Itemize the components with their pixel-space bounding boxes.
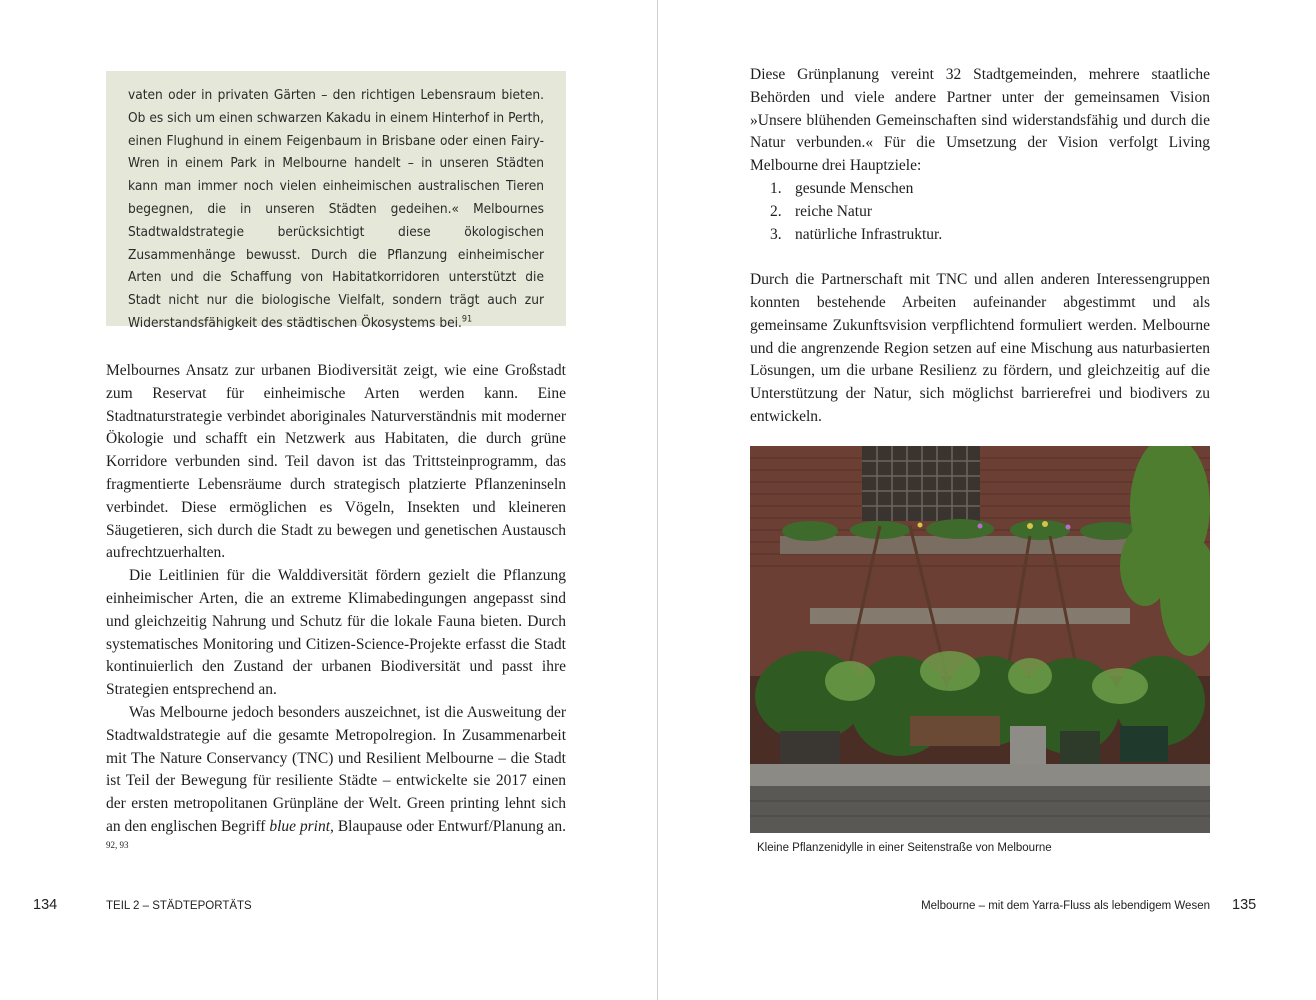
highlight-box — [106, 71, 566, 331]
image-caption: Kleine Pflanzenidylle in einer Seitenstraße von Melbourne — [757, 842, 1052, 854]
paragraph: Die Leitlinien für die Walddiversität fördern gezielt die Pflanzung einheimischer Arten, die an extreme Klimabedingungen angepasst sind und gleichzeitig Nahrung und Schutz für die lokale Fauna bieten. Durch systematisches Monitoring und Citizen-Science-Projekte erfasst die Stadt kontinuierlich den Zustand der urbanen Biodiversität und passt ihre Strategien entsprechend an. — [106, 567, 566, 699]
footnote-ref: 91 — [461, 314, 473, 325]
goals-list — [750, 178, 1210, 246]
list-item: 2. reiche Natur — [770, 202, 873, 220]
footnote-ref: 92, 93 — [106, 839, 129, 850]
body-text — [106, 360, 566, 862]
paragraph: Melbournes Ansatz zur urbanen Biodiversität zeigt, wie eine Großstadt zum Reservat für einheimische Arten werden kann. Eine Stadtnaturstrategie verbindet aboriginales Naturverständnis mit moderner Ökologie und schafft ein Netzwerk aus Habitaten, die durch grüne Korridore verbunden sind. Teil davon ist das Trittsteinprogramm, das fragmentierte Lebensräume durch strategisch platzierte Pflanzeninseln verbindet. Diese ermöglichen es Vögeln, Insekten und kleineren Säugetieren, sich durch die Stadt zu bewegen und genetischen Austausch aufrechtzuerhalten. — [106, 362, 566, 562]
running-head: Melbourne – mit dem Yarra-Fluss als lebendigem Wesen — [921, 900, 1210, 912]
paragraph: Durch die Partnerschaft mit TNC und allen anderen Interessengruppen konnten bestehende Arbeiten aufeinander abgestimmt und als gemeinsame Zukunftsvision verpflichtend formuliert werden. Melbourne und die angrenzende Region setzen auf eine Mischung aus naturbasierten Lösungen, um die urbane Resilienz zu fördern, und gleichzeitig auf die Unterstützung der Natur, sich möglichst barrierefrei und biodivers zu entwickeln. — [750, 271, 1210, 425]
paragraph: Diese Grünplanung vereint 32 Stadtgemeinden, mehrere staatliche Behörden und viele andere Partner unter der gemeinsamen Vision »Unsere blühenden Gemeinschaften sind widerstandsfähig und durch die Natur verbunden.« Für die Umsetzung der Vision verfolgt Living Melbourne drei Hauptziele: — [750, 66, 1210, 175]
list-item: 1. gesunde Menschen — [770, 179, 914, 197]
highlight-box-text: vaten oder in privaten Gärten – den richtigen Lebensraum bieten. Ob es sich um einen schwarzen Kakadu in einem Hinterhof in Perth, einen Flughund in einem Feigenbaum in Brisbane oder einen Fairy-Wren in einem Park in Melbourne handelt – in unseren Städten kann man immer noch vielen einheimischen australischen Tieren begegnen, die in unseren Städten gedeihen.« Melbournes Stadtwaldstrategie berücksichtigt diese ökologischen Zusammenhänge bewusst. Durch die Pflanzung einheimischer Arten und die Schaffung von Habitatkorridoren unterstützt die Stadt nicht nur die biologische Vielfalt, sondern trägt auch zur Widerstandsfähigkeit des städtischen Ökosystems bei.$^{91}$ — [128, 87, 544, 331]
list-item: 3. natürliche Infrastruktur. — [770, 225, 943, 243]
page-number: 135 — [1232, 897, 1257, 913]
italic-term: blue print, — [269, 817, 334, 835]
running-head: TEIL 2 – STÄDTEPORTÄTS — [106, 900, 252, 912]
plant-photo — [750, 446, 1210, 833]
left-page — [0, 0, 657, 1000]
paragraph: Was Melbourne jedoch besonders auszeichnet, ist die Ausweitung der Stadtwaldstrategie auf die gesamte Metropolregion. In Zusammenarbeit mit The Nature Conservancy (TNC) und Resilient Melbourne – die Stadt ist Teil der Bewegung für resiliente Städte – entwickelte sie 2017 einen der ersten metropolitanen Grünpläne der Welt. Green printing lehnt sich an den englischen Begriff blue print, Blaupause oder Entwurf/Planung an. $^{92, 93}$ — [106, 703, 566, 850]
right-body-text — [750, 64, 1210, 429]
page-number: 134 — [33, 897, 58, 913]
